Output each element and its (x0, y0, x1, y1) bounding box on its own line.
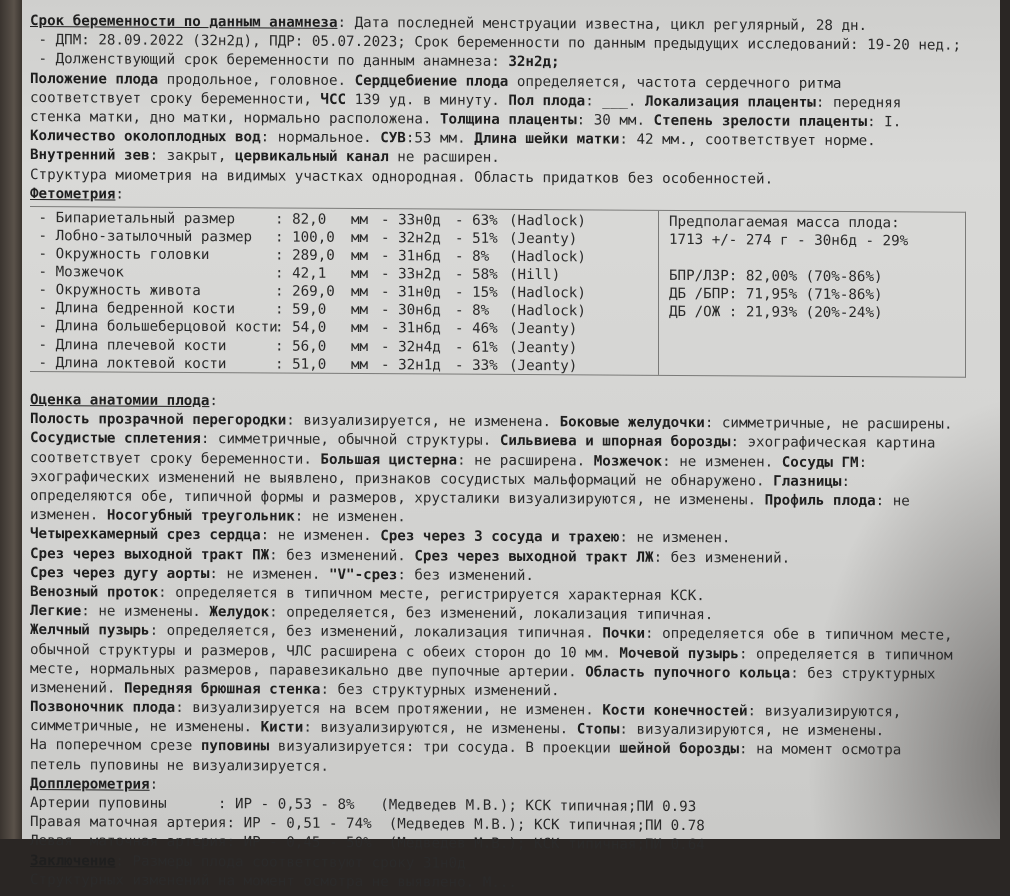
ratio-db-ozh: ДБ /ОЖ : 21,93% (20%-24%) (669, 304, 883, 322)
gestational-age: - 32н2д (381, 230, 441, 247)
reference-author: (Jeanty) (509, 230, 578, 248)
measurement-value: : 100,0 (275, 229, 335, 246)
anatomy-finding: определяются обе, типичной формы и размеров, хрусталики визуализируются, не изменены. (30, 488, 765, 509)
printed-report-page (22, 0, 1000, 891)
fetometry-row (30, 354, 655, 376)
measurement-unit: мм (351, 211, 369, 228)
measurement-value: : 51,0 (275, 356, 327, 373)
anatomy-term: Профиль плода (764, 492, 876, 510)
anatomy-term: Венозный проток (30, 583, 159, 601)
measurement-unit: мм (351, 338, 369, 355)
vessel-name: Левая маточная артерия (30, 833, 227, 851)
anatomy-finding: : симметричные, обычной структуры. (200, 431, 500, 450)
anatomy-term: Полость прозрачной перегородки (30, 411, 287, 429)
anatomy-heading: Оценка анатомии плода (30, 392, 210, 410)
anatomy-finding: изменен. (30, 507, 107, 524)
percentile: - 61% (455, 339, 498, 356)
anatomy-term: Сосуды ГМ (781, 454, 859, 471)
reference-author: (Jeanty) (509, 357, 578, 374)
anatomy-finding: : не изменен. (209, 565, 329, 583)
percentile: - 58% (455, 266, 498, 284)
resistance-index: ИР - 0,53 - 8% (235, 796, 364, 814)
anatomy-term: Срез через 3 сосуда и трахею (380, 528, 620, 546)
reference-author: (Hadlock) (509, 285, 586, 302)
measurement-unit: мм (351, 248, 369, 265)
fetometry-table (30, 206, 966, 378)
position-line-2: соответствует сроку беременности, ЧСС 139 уд. в минуту. Пол плода: ___. Локализация плаценты: передняя (30, 89, 902, 112)
report-content (30, 12, 1010, 896)
conclusion-heading: Заключение (30, 852, 116, 870)
anatomy-finding: : не изменены. (81, 603, 210, 621)
anatomy-finding: изменений. (30, 679, 124, 697)
anatomy-finding: соответствует сроку беременности. (30, 449, 321, 468)
measurement-unit: мм (351, 320, 369, 337)
measurement-name: - Окружность головки (30, 246, 210, 264)
measurement-unit: мм (351, 266, 369, 283)
percentile: - 8% (455, 302, 490, 320)
fetal-weight-label: Предполагаемая масса плода: (669, 213, 900, 232)
anatomy-finding: : без изменений. (397, 566, 534, 584)
measurement-unit: мм (351, 284, 369, 301)
anatomy-term: Мозжечок (593, 453, 663, 470)
position-line-3: стенка матки, дно матки, нормально расположена. Толщина плаценты: 30 мм. Степень зрелости плаценты: I. (30, 108, 902, 131)
anamnesis-line-3: - Долженствующий срок беременности по данным анамнеза: 32н2д; (30, 51, 560, 71)
measurement-value: : 59,0 (275, 301, 327, 319)
measurement-name: - Длина локтевой кости (30, 354, 227, 372)
anatomy-term: Сильвиева и шпорная борозды (499, 433, 731, 451)
anamnesis-line-2: - ДПМ: 28.09.2022 (32н2д), ПДР: 05.07.2023; Срок беременности по данным предыдущих исследований: 19-20 нед.; (30, 32, 962, 54)
percentile: - 15% (455, 284, 498, 302)
anatomy-finding: обычной структуры и размеров, ЧЛС расширена с обеих сторон до 10 мм. (30, 641, 620, 662)
measurement-name: - Длина бедренной кости (30, 300, 235, 318)
anatomy-finding: эхографических изменений не выявлено, признаков сосудистых мальформаций не обнаружено. (30, 468, 774, 490)
anatomy-finding: : эхографическая картина (730, 434, 936, 452)
resistance-index: ИР - 0,51 - 74% (243, 815, 372, 833)
anatomy-term: Кости конечностей (602, 702, 748, 720)
anatomy-finding: : на момент осмотра (739, 741, 902, 759)
measurement-value: : 269,0 (275, 283, 335, 301)
gestational-age: - 31н0д (381, 284, 441, 301)
anatomy-finding: : без изменений. (653, 549, 791, 567)
anatomy-term: "V"-срез (328, 566, 398, 583)
anatomy-term: Большая цистерна (320, 451, 458, 469)
anatomy-heading-line: Оценка анатомии плода: (30, 392, 218, 410)
reference-author: (Jeanty) (509, 321, 578, 338)
anatomy-finding: : определяется, без изменений, локализация типичная. (269, 604, 714, 624)
anatomy-finding: : не изменен. (294, 508, 406, 526)
reference-author: (Hadlock) (509, 303, 586, 320)
measurement-unit: мм (351, 302, 369, 319)
anamnesis-heading: Срок беременности по данным анамнеза (30, 13, 338, 31)
anatomy-term: Почки (602, 625, 646, 643)
measurement-value: : 42,1 (275, 265, 327, 282)
measurement-value: : 289,0 (275, 247, 335, 264)
anatomy-term: Передняя брюшная стенка (123, 680, 321, 698)
fetometry-measurements (30, 209, 655, 376)
percentile: - 46% (455, 321, 498, 338)
anatomy-term: Срез через выходной тракт ПЖ (30, 545, 270, 564)
anatomy-term: шейной борозды (619, 741, 739, 758)
anatomy-term: Желудок (209, 604, 270, 621)
anatomy-finding: : определяется в типичном месте, регистрируется характерная КСК. (158, 584, 705, 605)
separator: : (166, 795, 236, 813)
anatomy-finding: : не (875, 493, 910, 510)
measurement-value: : 56,0 (275, 338, 327, 355)
anatomy-finding: визуализируется: три сосуда. В проекции (269, 738, 620, 758)
anatomy-finding: : симметричные, не расширены. (704, 415, 953, 433)
position-line-4: Количество околоплодных вод: нормальное. СУВ:53 мм. Длина шейки матки: 42 мм., соответствует норме. (30, 128, 876, 150)
anatomy-finding: : определяется в типичном (738, 645, 953, 664)
ratio-db-bpr: ДБ /БПР: 71,95% (71%-86%) (669, 286, 883, 304)
gestational-age: - 33н0д (381, 212, 441, 229)
gestational-age: - 31н6д (381, 320, 441, 337)
doppler-heading: Допплерометрия (30, 775, 150, 793)
reference-author: (Jeanty) (509, 339, 578, 356)
anatomy-finding: : визуализируется, не изменена. (286, 412, 560, 431)
conclusion-line-1: Заключение: Размеры плода соответствуют сроку 31н0д (30, 852, 466, 872)
anatomy-finding: : без структурных изменений. (320, 681, 560, 700)
anatomy-finding: : визуализируются, не изменены. (303, 719, 577, 738)
conclusion-line-2: Структурных изменений на момент осмотра не выявлено. М... (30, 871, 517, 891)
separator: : (226, 834, 244, 851)
doppler-reference: (Медведев М.В.); КСК типичная;ПИ 0.64 (371, 835, 705, 854)
anatomy-term: пуповины (200, 738, 270, 755)
separator: : (226, 815, 244, 832)
anatomy-finding: : (858, 454, 868, 471)
anatomy-term: Мочевой пузырь (619, 645, 739, 662)
anatomy-term: Срез через выходной тракт ЛЖ (414, 547, 654, 566)
position-line-6: Структура миометрия на видимых участках однородная. Область придатков без особенностей. (30, 166, 774, 188)
anatomy-term: Четырехкамерный срез сердца (30, 526, 261, 544)
anatomy-term: Кисти (260, 719, 304, 736)
vessel-name: Правая маточная артерия (30, 814, 227, 832)
reference-author: (Hadlock) (509, 248, 586, 266)
anatomy-finding: : не изменен. (260, 527, 381, 545)
anatomy-body (30, 410, 1010, 781)
anatomy-term: Носогубный треугольник (106, 507, 295, 525)
anatomy-finding: : не изменен. (662, 453, 782, 471)
anatomy-term: Срез через дугу аорты (30, 564, 210, 582)
measurement-name: - Бипариетальный размер (30, 209, 235, 228)
measurement-unit: мм (351, 356, 369, 373)
percentile: - 51% (455, 230, 498, 247)
vessel-name: Артерии пуповины (30, 795, 167, 812)
gestational-age: - 32н1д (381, 356, 441, 374)
anatomy-term: Стопы (576, 721, 620, 738)
anatomy-term: Глазницы (773, 473, 842, 490)
gestational-age: - 31н6д (381, 248, 441, 265)
measurement-name: - Мозжечок (30, 264, 124, 281)
position-line-5: Внутренний зев: закрыт, цервикальный канал не расширен. (30, 147, 500, 167)
anatomy-finding: месте, нормальных размеров, паравезикально две пупочные артерии. (30, 660, 586, 681)
reference-author: (Hill) (509, 267, 561, 284)
measurement-name: - Длина плечевой кости (30, 336, 227, 354)
resistance-index: ИР - 0,45 - 50% (243, 834, 372, 852)
anatomy-finding: : визуализируются, (747, 703, 902, 721)
gestational-age: - 30н6д (381, 302, 441, 319)
fetal-weight-value: 1713 +/- 274 г - 30н6д - 29% (669, 231, 909, 250)
reference-author: (Hadlock) (509, 212, 586, 230)
measurement-name: - Лобно-затылочный размер (30, 227, 253, 246)
measurement-unit: мм (351, 229, 369, 247)
anatomy-finding: петель пуповины не визуализируется. (30, 756, 329, 775)
anatomy-finding: : визуализируются, не изменены. (619, 721, 885, 740)
anatomy-finding: : визуализируется на всем протяжении, не изменен. (175, 699, 603, 719)
anatomy-finding: симметричные, не изменены. (30, 718, 261, 736)
measurement-name: - Окружность живота (30, 282, 201, 300)
ratio-bpr-lzr: БПР/ЛЗР: 82,00% (70%-86%) (669, 268, 883, 286)
anatomy-term: Легкие (30, 603, 82, 620)
doppler-reference: (Медведев М.В.); КСК типичная;ПИ 0.78 (371, 816, 705, 835)
anatomy-finding: : без структурных (790, 665, 936, 683)
anatomy-finding: : (841, 473, 851, 490)
fetometry-summary (658, 211, 964, 377)
fetometry-heading-line: Фетометрия: (30, 185, 124, 203)
gestational-age: - 32н4д (381, 338, 441, 356)
measurement-name: - Длина большеберцовой кости (30, 318, 278, 336)
percentile: - 63% (455, 212, 498, 229)
anatomy-term: Область пупочного кольца (585, 664, 791, 682)
percentile: - 8% (455, 248, 490, 265)
doppler-reference: (Медведев М.В.); КСК типичная;ПИ 0.93 (363, 797, 697, 816)
anatomy-term: Сосудистые сплетения (30, 430, 201, 448)
anatomy-finding: : не изменен. (619, 529, 731, 547)
anatomy-finding: : не расширена. (457, 452, 594, 470)
anatomy-term: Позвоночник плода (30, 699, 176, 716)
doppler-heading-line: Допплерометрия: (30, 775, 159, 793)
percentile: - 33% (455, 357, 498, 374)
anatomy-finding: : определяется обе в типичном месте, (645, 626, 953, 644)
anatomy-term: Боковые желудочки (559, 414, 705, 432)
anatomy-finding: На поперечном срезе (30, 737, 201, 755)
measurement-value: : 54,0 (275, 319, 327, 337)
anatomy-finding: : без изменений. (269, 547, 415, 564)
gestational-age: - 33н2д (381, 266, 441, 283)
doppler-table (30, 794, 1010, 858)
anamnesis-line-1: Срок беременности по данным анамнеза: Дата последней менструации известна, цикл регулярный, 28 дн. (30, 13, 868, 35)
anatomy-finding: : определяется, без изменений, локализация типичная. (149, 623, 603, 642)
position-line-1: Положение плода продольное, головное. Сердцебиение плода определяется, частота сердечного ритма (30, 70, 842, 92)
anatomy-term: Желчный пузырь (30, 622, 150, 640)
fetometry-heading: Фетометрия (30, 185, 116, 203)
measurement-value: : 82,0 (275, 211, 327, 228)
